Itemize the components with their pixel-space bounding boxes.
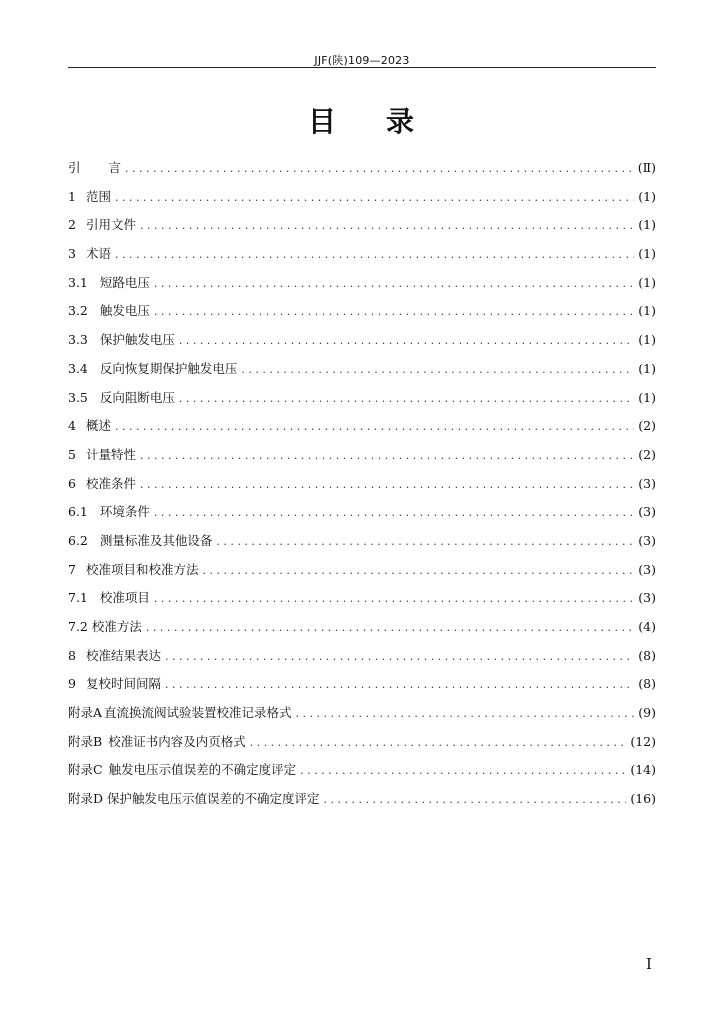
title-char-right: 录	[386, 105, 417, 138]
toc-entry-page: (3)	[638, 561, 656, 577]
toc-entry-number: 附录D	[68, 791, 104, 807]
toc-dot-leader	[300, 764, 626, 777]
toc-entry-label: 言	[108, 160, 122, 175]
toc-entry-number: 2	[68, 217, 76, 233]
toc-entry-page: (14)	[630, 762, 656, 778]
toc-dot-leader	[154, 277, 634, 290]
toc-entry[interactable]	[68, 732, 656, 761]
toc-entry-number: 6.1	[68, 504, 88, 520]
toc-dot-leader	[115, 191, 634, 204]
toc-entry[interactable]	[68, 789, 656, 818]
toc-entry[interactable]	[68, 301, 656, 330]
toc-dot-leader	[179, 392, 634, 405]
toc-entry-page: (3)	[638, 504, 656, 520]
toc-entry-label: 反向恢复期保护触发电压	[99, 360, 238, 376]
toc-entry-label: 校准结果表达	[85, 647, 161, 663]
toc-dot-leader	[115, 248, 634, 261]
toc-entry-page: (3)	[638, 475, 656, 491]
toc-entry[interactable]	[68, 244, 656, 273]
toc-dot-leader	[154, 506, 634, 519]
toc-entry-number: 引	[68, 160, 81, 175]
toc-entry-number: 6	[68, 475, 76, 491]
toc-entry-label: 校准项目和校准方法	[85, 561, 199, 577]
toc-entry-label: 保护触发电压示值误差的不确定度评定	[107, 791, 320, 807]
toc-entry-label: 校准证书内容及内页格式	[108, 733, 246, 749]
toc-entry-page: (Ⅱ)	[637, 160, 656, 175]
toc-entry-page: (1)	[638, 246, 656, 262]
toc-entry[interactable]	[68, 760, 656, 789]
toc-entry-page: (1)	[638, 389, 656, 405]
toc-entry-label: 保护触发电压	[99, 332, 175, 348]
header-divider	[68, 67, 656, 68]
table-of-contents	[68, 158, 656, 818]
toc-entry-number: 3.2	[68, 303, 88, 319]
toc-entry-label: 引用文件	[85, 217, 136, 233]
toc-entry[interactable]	[68, 388, 656, 417]
toc-entry-label: 触发电压	[99, 303, 150, 319]
toc-entry[interactable]	[68, 703, 656, 732]
document-code: JJF(陕)109—2023	[314, 54, 410, 67]
toc-entry-label: 测量标准及其他设备	[99, 532, 213, 548]
toc-dot-leader	[115, 420, 634, 433]
toc-entry-number: 3.3	[68, 332, 88, 348]
toc-entry-label: 直流换流阀试验装置校准记录格式	[104, 705, 292, 721]
toc-entry-label: 计量特性	[85, 446, 136, 462]
toc-dot-leader	[324, 793, 627, 806]
toc-dot-leader	[241, 363, 634, 376]
toc-entry-label: 校准方法	[91, 619, 142, 634]
toc-entry-number: 3	[68, 246, 76, 262]
toc-entry[interactable]	[68, 674, 656, 703]
toc-entry-number: 1	[68, 188, 76, 204]
toc-entry-page: (9)	[638, 705, 656, 721]
toc-entry-page: (3)	[638, 590, 656, 606]
toc-entry[interactable]	[68, 416, 656, 445]
title-char-left: 目	[307, 105, 338, 138]
toc-entry-page: (1)	[638, 188, 656, 204]
toc-entry[interactable]	[68, 445, 656, 474]
toc-dot-leader	[140, 449, 634, 462]
toc-entry[interactable]	[68, 273, 656, 302]
toc-entry[interactable]	[68, 502, 656, 531]
toc-entry-page: (1)	[638, 274, 656, 290]
toc-entry[interactable]	[68, 588, 656, 617]
toc-entry-label: 复校时间间隔	[85, 676, 161, 692]
toc-entry-label: 校准条件	[85, 475, 136, 491]
toc-entry-label: 反向阻断电压	[99, 389, 175, 405]
toc-entry-number: 7.1	[68, 590, 88, 606]
toc-entry-number: 6.2	[68, 532, 88, 548]
toc-entry-page: (4)	[638, 619, 656, 634]
toc-entry-page: (12)	[630, 733, 656, 749]
toc-entry-number: 9	[68, 676, 76, 692]
toc-entry[interactable]	[68, 187, 656, 216]
toc-entry[interactable]	[68, 474, 656, 503]
toc-dot-leader	[296, 707, 635, 720]
toc-dot-leader	[250, 736, 627, 749]
toc-entry[interactable]	[68, 215, 656, 244]
toc-entry-label: 短路电压	[99, 274, 150, 290]
toc-dot-leader	[154, 592, 634, 605]
toc-dot-leader	[179, 334, 634, 347]
toc-entry-number: 4	[68, 418, 76, 434]
toc-entry-page: (3)	[638, 532, 656, 548]
toc-dot-leader	[216, 535, 634, 548]
toc-entry-page: (16)	[630, 791, 656, 807]
toc-entry-number: 3.5	[68, 389, 88, 405]
toc-entry[interactable]	[68, 330, 656, 359]
toc-entry[interactable]	[68, 359, 656, 388]
toc-entry-number: 3.4	[68, 360, 88, 376]
toc-entry-page: (2)	[638, 418, 656, 434]
toc-entry-number: 附录A	[68, 705, 103, 721]
toc-entry[interactable]	[68, 560, 656, 589]
toc-dot-leader	[165, 650, 634, 663]
toc-entry-number: 附录B	[68, 733, 103, 749]
toc-entry-number: 7.2	[68, 619, 88, 634]
toc-dot-leader	[165, 678, 634, 691]
toc-entry-number: 7	[68, 561, 76, 577]
page-title	[0, 100, 724, 140]
page-number: I	[646, 955, 652, 973]
toc-entry[interactable]	[68, 158, 656, 187]
toc-entry-label: 环境条件	[99, 504, 150, 520]
toc-dot-leader	[140, 219, 634, 232]
toc-entry-number: 3.1	[68, 274, 88, 290]
toc-entry[interactable]	[68, 646, 656, 675]
toc-entry-label: 触发电压示值误差的不确定度评定	[108, 762, 297, 778]
toc-entry-number: 8	[68, 647, 76, 663]
toc-dot-leader	[154, 305, 634, 318]
toc-entry-page: (8)	[638, 676, 656, 692]
toc-entry-number: 5	[68, 446, 76, 462]
toc-dot-leader	[140, 478, 634, 491]
toc-entry-label: 范围	[85, 188, 111, 204]
toc-entry-number: 附录C	[68, 762, 103, 778]
toc-entry-page: (2)	[638, 446, 656, 462]
toc-dot-leader	[146, 621, 634, 634]
toc-entry-page: (1)	[638, 332, 656, 348]
toc-entry-page: (1)	[638, 303, 656, 319]
toc-entry-label: 术语	[85, 246, 111, 262]
toc-entry[interactable]	[68, 531, 656, 560]
toc-entry-page: (1)	[638, 217, 656, 233]
toc-entry-label: 概述	[85, 418, 111, 434]
toc-entry[interactable]	[68, 617, 656, 646]
toc-dot-leader	[125, 162, 634, 175]
toc-entry-page: (1)	[638, 360, 656, 376]
toc-dot-leader	[202, 564, 634, 577]
toc-entry-label: 校准项目	[99, 590, 150, 606]
toc-entry-page: (8)	[638, 647, 656, 663]
